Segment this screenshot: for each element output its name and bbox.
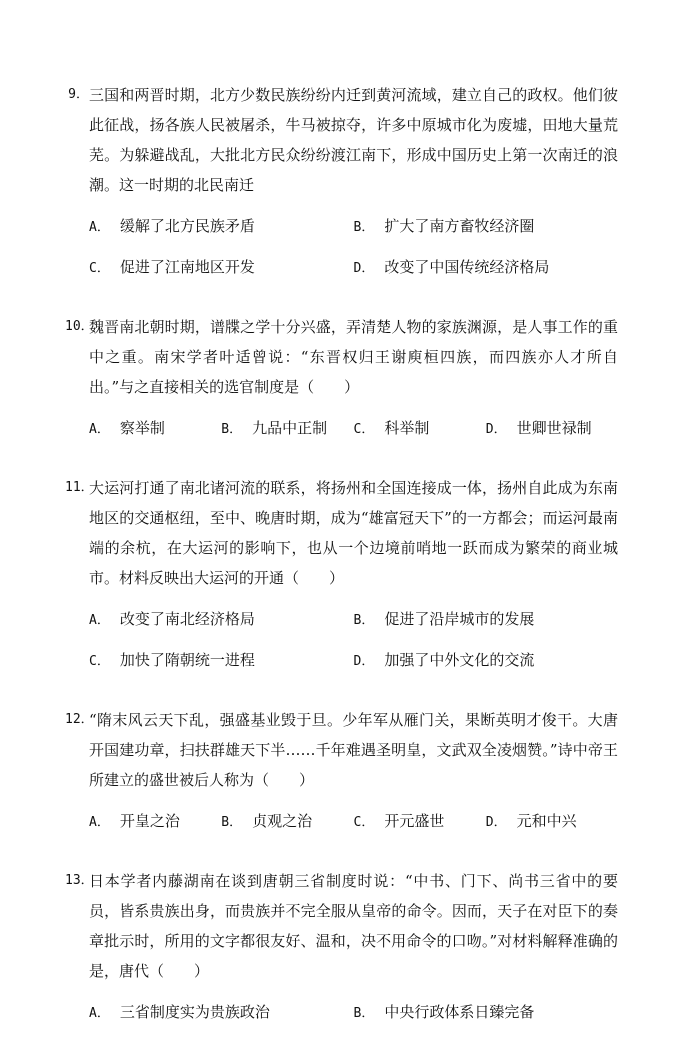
option-letter: D． bbox=[353, 654, 375, 669]
option-text: 扩大了南方畜牧经济圈 bbox=[384, 217, 535, 235]
option-letter: B． bbox=[353, 613, 375, 628]
option-letter: B． bbox=[221, 422, 243, 437]
option-text: 三省制度实为贵族政治 bbox=[119, 1003, 270, 1021]
options bbox=[65, 414, 618, 455]
question-stem: 三国和两晋时期，北方少数民族纷纷内迁到黄河流域，建立自己的政权。他们彼此征战，扬各族人民被屠杀，牛马被掠夺，许多中原城市化为废墟，田地大量荒芜。为躲避战乱，大批北方民众纷纷渡江南下，形成中国历史上第一次南迁的浪潮。这一时期的北民南迁 bbox=[89, 86, 618, 194]
option-letter: A． bbox=[89, 815, 110, 830]
question-stem: 大运河打通了南北诸河流的联系，将扬州和全国连接成一体，扬州自此成为东南地区的交通枢纽，至中、晚唐时期，成为“雄富冠天下”的一方都会；而运河最南端的余杭，在大运河的影响下，也从一个边境前哨地一跃而成为繁荣的商业城市。材料反映出大运河的开通（ ） bbox=[89, 479, 618, 587]
option-text: 加强了中外文化的交流 bbox=[384, 651, 535, 669]
question-10 bbox=[65, 312, 618, 455]
options bbox=[65, 212, 618, 294]
option-letter: A． bbox=[89, 422, 110, 437]
question-9 bbox=[65, 80, 618, 294]
question-number: 11． bbox=[65, 480, 94, 495]
option-text: 开皇之治 bbox=[119, 812, 180, 830]
option-a[interactable] bbox=[89, 414, 221, 444]
option-c[interactable] bbox=[89, 253, 354, 283]
option-c[interactable] bbox=[354, 414, 486, 444]
option-d[interactable] bbox=[486, 414, 618, 444]
option-letter: D． bbox=[485, 815, 507, 830]
option-text: 贞观之治 bbox=[252, 812, 313, 830]
option-text: 促进了江南地区开发 bbox=[119, 258, 255, 276]
options bbox=[65, 807, 618, 848]
option-letter: B． bbox=[353, 220, 375, 235]
option-text: 改变了南北经济格局 bbox=[119, 610, 255, 628]
question-stem: 魏晋南北朝时期，谱牒之学十分兴盛，弄清楚人物的家族渊源，是人事工作的重中之重。南宋学者叶适曾说：“东晋权归王谢庾桓四族，而四族亦人才所自出。”与之直接相关的选官制度是（ ） bbox=[89, 318, 618, 396]
question-number: 12． bbox=[65, 712, 94, 727]
option-text: 加快了隋朝统一进程 bbox=[119, 651, 255, 669]
question-11 bbox=[65, 473, 618, 687]
question-number: 13． bbox=[65, 873, 94, 888]
option-text: 开元盛世 bbox=[384, 812, 445, 830]
option-letter: C． bbox=[89, 654, 110, 669]
question-stem: “隋末风云天下乱，强盛基业毁于旦。少年军从雁门关，果断英明才俊干。大唐开国建功章，扫扶群雄天下半……千年难遇圣明皇，文武双全凌烟赞。”诗中帝王所建立的盛世被后人称为（ ） bbox=[89, 711, 618, 789]
option-d[interactable] bbox=[354, 646, 619, 676]
question-number: 9． bbox=[68, 87, 89, 102]
option-a[interactable] bbox=[89, 605, 354, 635]
options bbox=[65, 605, 618, 687]
option-c[interactable] bbox=[354, 807, 486, 837]
option-letter: B． bbox=[353, 1006, 375, 1021]
option-letter: C． bbox=[353, 815, 375, 830]
option-text: 察举制 bbox=[119, 419, 165, 437]
option-b[interactable] bbox=[354, 212, 619, 242]
option-text: 科举制 bbox=[384, 419, 430, 437]
option-a[interactable] bbox=[89, 998, 354, 1028]
option-letter: A． bbox=[89, 613, 110, 628]
option-b[interactable] bbox=[354, 998, 619, 1028]
option-letter: B． bbox=[221, 815, 243, 830]
question-stem: 日本学者内藤湖南在谈到唐朝三省制度时说：“中书、门下、尚书三省中的要员，皆系贵族出身，而贵族并不完全服从皇帝的命令。因而，天子在对臣下的奏章批示时，所用的文字都很友好、温和，决不用命令的口吻。”对材料解释准确的是，唐代（ ） bbox=[89, 872, 618, 980]
option-a[interactable] bbox=[89, 807, 221, 837]
option-a[interactable] bbox=[89, 212, 354, 242]
option-b[interactable] bbox=[221, 807, 353, 837]
question-13 bbox=[65, 866, 618, 1039]
option-text: 改变了中国传统经济格局 bbox=[384, 258, 550, 276]
option-b[interactable] bbox=[354, 605, 619, 635]
option-d[interactable] bbox=[354, 253, 619, 283]
option-letter: A． bbox=[89, 220, 110, 235]
option-c[interactable] bbox=[89, 646, 354, 676]
question-number: 10． bbox=[65, 319, 94, 334]
option-letter: C． bbox=[89, 261, 110, 276]
option-text: 促进了沿岸城市的发展 bbox=[384, 610, 535, 628]
option-text: 缓解了北方民族矛盾 bbox=[119, 217, 255, 235]
option-letter: D． bbox=[353, 261, 375, 276]
question-12 bbox=[65, 705, 618, 848]
option-text: 九品中正制 bbox=[252, 419, 328, 437]
option-letter: C． bbox=[353, 422, 375, 437]
option-letter: D． bbox=[485, 422, 507, 437]
option-text: 元和中兴 bbox=[516, 812, 577, 830]
options bbox=[65, 998, 618, 1039]
option-letter: A． bbox=[89, 1006, 110, 1021]
option-text: 中央行政体系日臻完备 bbox=[384, 1003, 535, 1021]
option-b[interactable] bbox=[221, 414, 353, 444]
option-text: 世卿世禄制 bbox=[516, 419, 592, 437]
option-d[interactable] bbox=[486, 807, 618, 837]
